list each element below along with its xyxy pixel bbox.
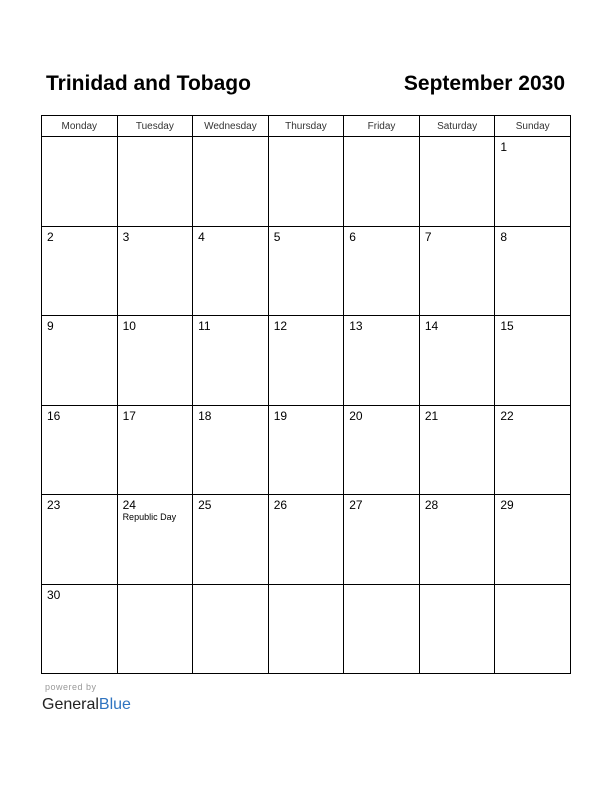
- day-cell: [419, 226, 495, 316]
- day-cell: [419, 137, 495, 227]
- day-number: [495, 585, 570, 588]
- calendar-grid: [41, 115, 571, 674]
- day-cell: [344, 226, 420, 316]
- brand-blue-text: Blue: [98, 696, 131, 713]
- day-number: 9: [47, 319, 54, 333]
- day-cell: [419, 316, 495, 406]
- day-number: 4: [198, 229, 205, 244]
- day-number: 12: [273, 319, 288, 333]
- weekday-header: Tuesday: [117, 116, 193, 137]
- day-number: 13: [349, 319, 363, 333]
- day-cell: [42, 584, 118, 674]
- week-row: [42, 316, 571, 406]
- day-number: [118, 137, 193, 140]
- day-number: 29: [500, 498, 514, 512]
- day-number: [420, 585, 495, 588]
- day-number: [344, 137, 419, 140]
- day-number: 15: [500, 319, 514, 333]
- day-number: 19: [273, 408, 288, 423]
- day-number: 2: [47, 229, 54, 244]
- holiday-label: Republic Day: [122, 512, 177, 522]
- day-number: 17: [122, 408, 136, 423]
- day-cell: [495, 405, 571, 495]
- day-number: 10: [122, 319, 136, 333]
- day-number: 24: [122, 498, 136, 512]
- day-number: 22: [500, 408, 514, 423]
- weekday-header-row: [42, 116, 571, 137]
- brand-logo: [42, 695, 131, 715]
- day-cell: [42, 226, 118, 316]
- weekday-header: Wednesday: [193, 116, 269, 137]
- day-number: 3: [122, 229, 130, 244]
- week-row: [42, 137, 571, 227]
- day-number: 14: [424, 319, 439, 333]
- day-number: 25: [198, 498, 212, 512]
- day-cell: [117, 584, 193, 674]
- day-number: 21: [424, 408, 439, 423]
- day-cell: [268, 405, 344, 495]
- day-cell: [495, 584, 571, 674]
- day-cell: [344, 405, 420, 495]
- day-number: 16: [47, 408, 61, 423]
- day-cell: [42, 495, 118, 585]
- week-row: [42, 405, 571, 495]
- week-row: [42, 584, 571, 674]
- day-cell: [117, 316, 193, 406]
- powered-by-text: powered by: [45, 682, 97, 692]
- day-number: 30: [47, 587, 61, 602]
- day-cell: [268, 226, 344, 316]
- day-number: 18: [198, 408, 212, 423]
- weekday-header: Friday: [344, 116, 420, 137]
- week-row: [42, 495, 571, 585]
- day-cell: [42, 405, 118, 495]
- day-number: 27: [349, 498, 363, 512]
- day-number: 20: [349, 408, 363, 423]
- weekday-header: Saturday: [419, 116, 495, 137]
- day-cell: [344, 316, 420, 406]
- day-number: 7: [424, 229, 432, 244]
- day-number: [269, 585, 344, 588]
- country-title: Trinidad and Tobago: [46, 72, 251, 95]
- day-number: [344, 585, 419, 588]
- month-year-title: September 2030: [403, 72, 565, 95]
- day-number: 26: [273, 498, 288, 512]
- day-cell: [117, 495, 193, 585]
- day-cell: [419, 584, 495, 674]
- day-number: [42, 137, 117, 140]
- day-number: 6: [349, 229, 356, 244]
- day-cell: [117, 137, 193, 227]
- day-cell: [495, 495, 571, 585]
- day-cell: [193, 316, 269, 406]
- day-cell: [344, 495, 420, 585]
- day-number: 23: [47, 498, 61, 512]
- day-number: [420, 137, 495, 140]
- day-cell: [42, 316, 118, 406]
- day-cell: [193, 584, 269, 674]
- day-cell: [495, 316, 571, 406]
- day-number: 1: [500, 140, 508, 154]
- weekday-header: Thursday: [268, 116, 344, 137]
- day-cell: [268, 584, 344, 674]
- week-row: [42, 226, 571, 316]
- day-cell: [495, 226, 571, 316]
- day-cell: [42, 137, 118, 227]
- day-number: [118, 585, 193, 588]
- day-cell: [193, 495, 269, 585]
- day-number: [269, 137, 344, 140]
- day-cell: [268, 495, 344, 585]
- day-cell: [419, 495, 495, 585]
- day-cell: [344, 584, 420, 674]
- weekday-header: Sunday: [495, 116, 571, 137]
- day-number: 28: [424, 498, 439, 512]
- day-cell: [193, 137, 269, 227]
- day-cell: [117, 226, 193, 316]
- day-cell: [344, 137, 420, 227]
- day-cell: [193, 405, 269, 495]
- brand-general-text: General: [42, 696, 99, 713]
- weekday-header: Monday: [42, 116, 118, 137]
- day-number: 5: [273, 229, 281, 244]
- day-cell: [495, 137, 571, 227]
- day-number: 8: [500, 229, 508, 244]
- footer-branding: [42, 682, 131, 715]
- day-cell: [117, 405, 193, 495]
- day-number: 11: [198, 319, 211, 333]
- day-number: [193, 585, 268, 588]
- day-cell: [419, 405, 495, 495]
- day-cell: [268, 137, 344, 227]
- day-cell: [193, 226, 269, 316]
- day-number: [193, 137, 268, 140]
- day-cell: [268, 316, 344, 406]
